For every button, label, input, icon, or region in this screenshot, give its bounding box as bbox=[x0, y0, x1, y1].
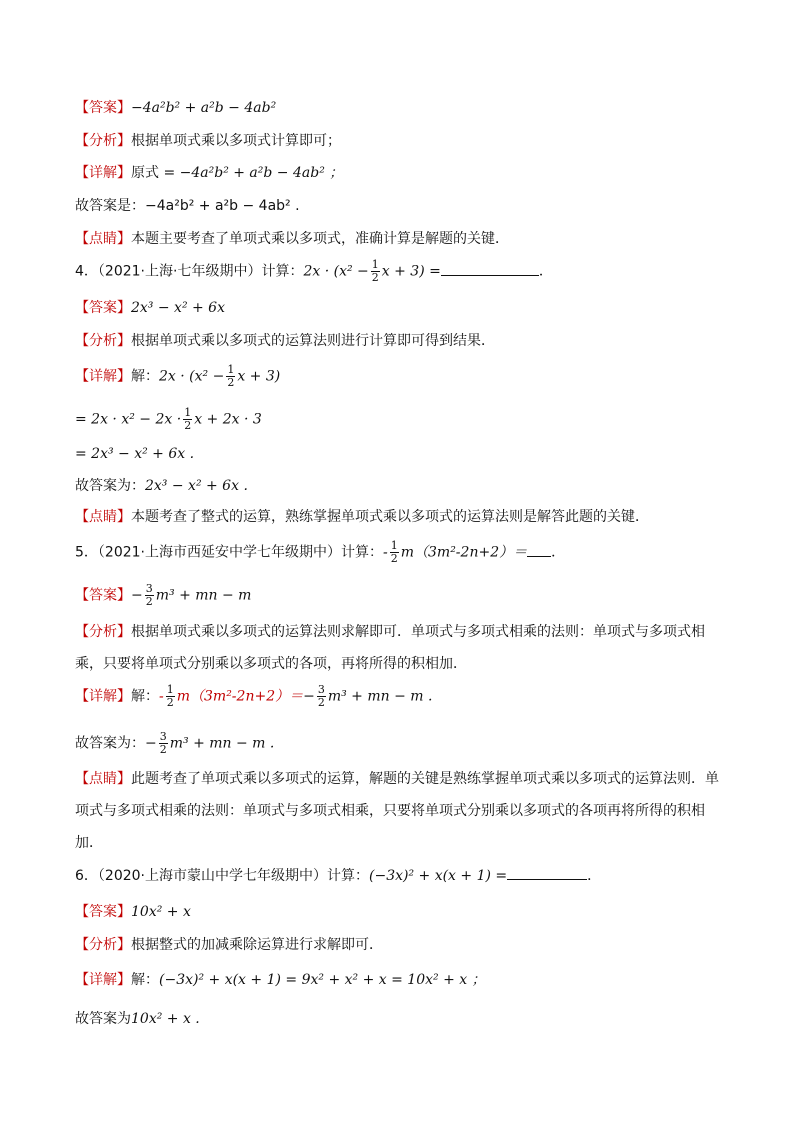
comment-tag: 【点睛】 bbox=[75, 509, 131, 525]
q5-analysis-line bbox=[75, 616, 725, 680]
q6-answer-blank bbox=[507, 867, 587, 880]
q5-analysis-text: 根据单项式乘以多项式的运算法则求解即可．单项式与多项式相乘的法则：单项式与多项式相乘，只要将单项式分别乘以多项式的各项，再将所得的积相加． bbox=[75, 624, 705, 672]
answer-tag: 【答案】 bbox=[75, 300, 131, 316]
comment-tag: 【点睛】 bbox=[75, 771, 131, 787]
q6-number: 6． bbox=[75, 868, 98, 884]
q5-comment-line bbox=[75, 763, 725, 859]
q4-comment-line bbox=[75, 507, 649, 527]
detail-tag: 【详解】 bbox=[75, 368, 131, 385]
q5-final-line: 故答案为：− $\frac{3}{2}$ m³ + mn − m . bbox=[75, 730, 275, 756]
q4-expr-right: x + 3) = bbox=[381, 263, 441, 280]
q4-analysis-text: 根据单项式乘以多项式的运算法则进行计算即可得到结果． bbox=[131, 333, 495, 349]
q4-step2-line: = 2x³ − x² + 6x . bbox=[75, 446, 195, 462]
detail-tag: 【详解】 bbox=[75, 688, 131, 705]
q3-final-line bbox=[75, 196, 300, 216]
q3-analysis-line bbox=[75, 131, 341, 151]
q4-answer-line bbox=[75, 298, 225, 318]
q4-comment-text: 本题考查了整式的运算，熟练掌握单项式乘以多项式的运算法则是解答此题的关键． bbox=[131, 509, 649, 525]
q3-analysis-text: 根据单项式乘以多项式计算即可； bbox=[131, 133, 341, 149]
q3-detail-prefix: 原式 bbox=[131, 165, 159, 181]
q4-expr-left: 2x · (x² − bbox=[303, 263, 369, 280]
q5-detail-line: 【详解】解：- $\frac{1}{2}$ m（3m²-2n+2）＝− $\frac{3}{2}$ m³ + mn − m . bbox=[75, 683, 433, 709]
q6-analysis-line: 【分析】根据整式的加减乘除运算进行求解即可． bbox=[75, 937, 383, 953]
q6-source: （2020·上海市蒙山中学七年级期中）计算： bbox=[97, 868, 369, 884]
answer-tag: 【答案】 bbox=[75, 100, 131, 116]
q4-step1-fraction: $\frac{1}{2}$ bbox=[184, 406, 192, 432]
q5-number: 5． bbox=[75, 544, 98, 561]
analysis-tag: 【分析】 bbox=[75, 133, 131, 149]
q4-number: 4． bbox=[75, 263, 98, 280]
q3-comment-text: 本题主要考查了单项式乘以多项式，准确计算是解题的关键． bbox=[131, 231, 509, 247]
analysis-tag: 【分析】 bbox=[75, 624, 131, 640]
q5-question-line: 5．（2021·上海市西延安中学七年级期中）计算：- $\frac{1}{2}$ m（3m²-2n+2）＝ ． bbox=[75, 539, 566, 565]
q4-detail-prefix: 解： bbox=[131, 368, 159, 385]
q6-detail-line: 【详解】解：(−3x)² + x(x + 1) = 9x² + x² + x = 10x² + x ； bbox=[75, 972, 486, 988]
q4-detail-line: 【详解】解：2x · (x² − $\frac{1}{2}$ x + 3) bbox=[75, 363, 281, 389]
q5-answer-line: 【答案】− $\frac{3}{2}$ m³ + mn − m bbox=[75, 582, 252, 608]
q3-answer-expr: −4a²b² + a²b − 4ab² bbox=[131, 100, 277, 116]
q4-question-line: 4．（2021·上海·七年级期中）计算：2x · (x² − $\frac{1}{2}$ x + 3) = ． bbox=[75, 258, 553, 284]
q4-source: （2021·上海·七年级期中）计算： bbox=[97, 263, 304, 280]
q3-answer-line bbox=[75, 98, 276, 118]
analysis-tag: 【分析】 bbox=[75, 937, 131, 953]
q5-fraction: $\frac{1}{2}$ bbox=[390, 539, 398, 565]
comment-tag: 【点睛】 bbox=[75, 231, 131, 247]
q4-analysis-line bbox=[75, 331, 495, 351]
q6-question-line: 6．（2020·上海市蒙山中学七年级期中）计算：(−3x)² + x(x + 1) = ． bbox=[75, 868, 602, 884]
q4-answer-blank bbox=[441, 263, 539, 276]
q4-step1-line: = 2x · x² − 2x · $\frac{1}{2}$ x + 2x · 3 bbox=[75, 406, 262, 432]
q5-final-fraction: $\frac{3}{2}$ bbox=[159, 730, 167, 756]
q5-comment-text: 此题考查了单项式乘以多项式的运算，解题的关键是熟练掌握单项式乘以多项式的运算法则．单项式与多项式相乘的法则：单项式与多项式相乘，只要将单项式分别乘以多项式的各项再将所得的积相加． bbox=[75, 771, 719, 851]
q5-detail-fraction: $\frac{1}{2}$ bbox=[166, 683, 174, 709]
q5-answer-blank bbox=[527, 544, 551, 557]
detail-tag: 【详解】 bbox=[75, 165, 131, 181]
q3-detail-expr: = −4a²b² + a²b − 4ab² ； bbox=[159, 165, 344, 181]
q3-final-text: 故答案是：−4a²b² + a²b − 4ab² . bbox=[75, 198, 300, 214]
q4-fraction: $\frac{1}{2}$ bbox=[371, 258, 379, 284]
q3-detail-line bbox=[75, 163, 343, 183]
q3-comment-line bbox=[75, 229, 509, 249]
q4-step0-fraction: $\frac{1}{2}$ bbox=[227, 363, 235, 389]
q6-answer-line: 【答案】10x² + x bbox=[75, 904, 191, 920]
q6-final-line: 故答案为10x² + x . bbox=[75, 1011, 200, 1027]
detail-tag: 【详解】 bbox=[75, 972, 131, 988]
q5-answer-fraction: $\frac{3}{2}$ bbox=[145, 582, 153, 608]
answer-tag: 【答案】 bbox=[75, 904, 131, 920]
q5-source: （2021·上海市西延安中学七年级期中）计算： bbox=[97, 544, 383, 561]
q5-detail-result-fraction: $\frac{3}{2}$ bbox=[317, 683, 325, 709]
q4-answer-expr: 2x³ − x² + 6x bbox=[131, 300, 225, 316]
q4-final-line: 故答案为：2x³ − x² + 6x . bbox=[75, 478, 248, 494]
answer-tag: 【答案】 bbox=[75, 587, 131, 604]
analysis-tag: 【分析】 bbox=[75, 333, 131, 349]
